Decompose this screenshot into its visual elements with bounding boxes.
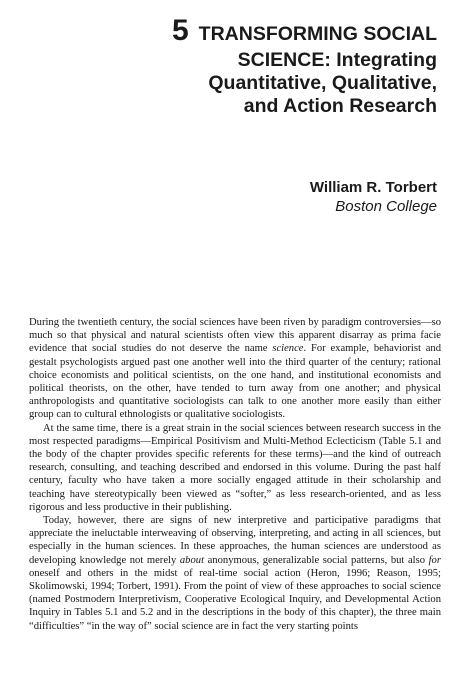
chapter-body (29, 316, 441, 633)
paragraph-1 (29, 316, 441, 422)
chapter-title-text-1: TRANSFORMING SOCIAL (198, 23, 437, 45)
author-block (310, 178, 437, 216)
paragraph-1-run-3: . For example, behaviorist and gestalt psychologists argued past one another well into the third quarter of the century; rational choice economists and political scientists, on the one hand, and institutional economists and political theorists, on the other, have tended to turn away from one another; and physical anthropologists and quantitative sociologists can talk to one another more easily than either group can to cultural ethnologists or qualitative sociologists. (29, 343, 442, 421)
paragraph-1-italic-science: science (272, 343, 304, 355)
chapter-title-line-3: Quantitative, Qualitative, (208, 72, 437, 94)
chapter-title-line-1 (172, 16, 437, 49)
chapter-number: 5 (171, 14, 189, 47)
author-name: William R. Torbert (309, 179, 437, 196)
paragraph-3-run-1: Today, however, there are signs of new interpretive and participative paradigms that appreciate the ineluctable interweaving of observing, interpreting, and acting in all sciences, but especially in the human sciences. In these approaches, the human sciences are understood as developing knowledge not merely (29, 515, 441, 566)
paragraph-2-run-1: At the same time, there is a great strain in the social sciences between research success in the most respected paradigms—Empirical Positivism and Multi-Method Eclecticism (Table 5.1 and the body of the chapter provides specific referents for these terms)—and the kind of outreach research, consulting, and teaching described and endorsed in this volume. During the past half century, faculty who have taken a more socially engaged attitude in their scholarship and teaching have stereotypically been viewed as “softer,” as less research-oriented, and as less rigorous and less productive in their publishing. (29, 422, 441, 513)
paragraph-3-italic-for: for (428, 554, 441, 566)
paragraph-3-italic-about: about (179, 554, 205, 566)
paragraph-3 (29, 514, 441, 633)
paragraph-3-run-5: oneself and others in the midst of real-time social action (Heron, 1996; Reason, 1995; Skolimowski, 1994; Torbert, 1991). From the point of view of these approaches to social science (named Postmodern Interpretivism, Cooperative Ecological Inquiry, and Developmental Action Inquiry in Tables 5.1 and 5.2 and in the descriptions in the body of this chapter), the three main “difficulties” “in the way of” social science are in fact the very starting points (29, 567, 441, 632)
author-affiliation: Boston College (335, 198, 437, 215)
paragraph-2 (29, 422, 441, 514)
chapter-title-line-4: and Action Research (243, 95, 437, 117)
paragraph-3-run-3: anonymous, generalizable social patterns, but also (204, 554, 429, 566)
chapter-title-line-2: SCIENCE: Integrating (237, 49, 437, 71)
chapter-heading (172, 16, 437, 118)
paragraph-1-run-1: During the twentieth century, the social sciences have been riven by paradigm controversies—so much so that physical and natural scientists often view this apparent disarray as prima facie evidence that social studies do not deserve the name (29, 317, 441, 355)
